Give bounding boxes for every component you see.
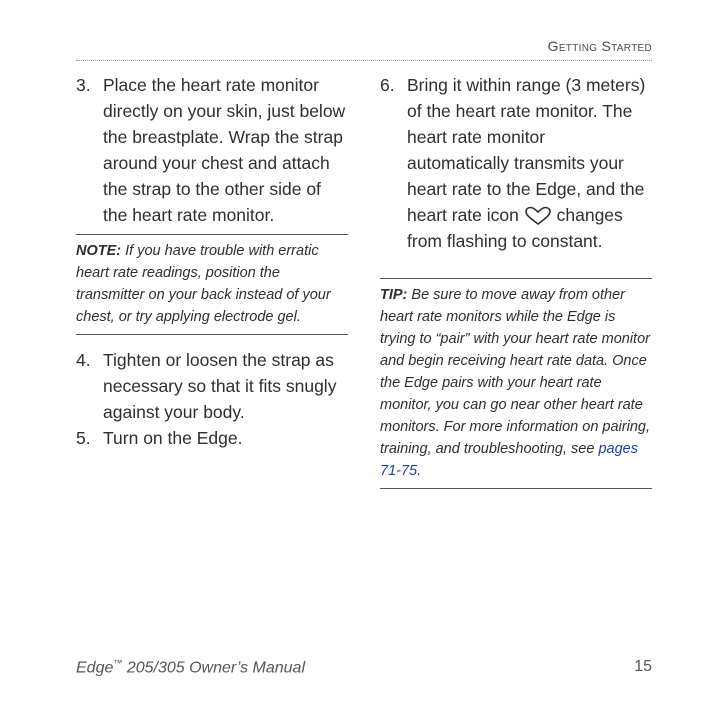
step-text-before: Bring it within range (3 meters) of the heart rate monitor. The heart rate monitor automatically transmits your heart rate to the Edge, and the heart rate icon [407, 75, 646, 225]
tip-end: . [417, 463, 422, 479]
step-3 [76, 72, 348, 228]
step-number: 3. [76, 75, 91, 95]
step-number: 5. [76, 428, 91, 448]
tip-label: TIP: [380, 287, 408, 303]
trademark-symbol: ™ [113, 658, 123, 668]
right-column [380, 72, 652, 489]
step-text: Turn on the Edge. [103, 428, 243, 448]
step-number: 4. [76, 350, 91, 370]
step-4 [76, 347, 348, 425]
note-box [76, 234, 348, 335]
step-text [407, 72, 652, 254]
footer-title-rest: 205/305 Owner’s Manual [122, 659, 306, 677]
pages-link[interactable]: pages 71-75 [380, 441, 638, 479]
tip-box [380, 278, 652, 489]
left-column [76, 72, 348, 451]
step-6 [380, 72, 652, 254]
tip-text: Be sure to move away from other heart rate monitors while the Edge is trying to “pair” with your heart rate monitor and begin receiving heart rate data. Once the Edge pairs with your heart rate monitor, you can go near other heart rate monitors. For more information on pairing, training, and troubleshooting, see [380, 287, 650, 457]
footer-title-main: Edge [76, 659, 114, 677]
step-text: Place the heart rate monitor directly on your skin, just below the breastplate. Wrap the strap around your chest and attach the strap to the other side of the heart rate monitor. [103, 75, 346, 225]
footer-title [76, 658, 305, 677]
header-divider [76, 60, 652, 61]
note-label: NOTE: [76, 243, 122, 259]
note-text: If you have trouble with erratic heart rate readings, position the transmitter on your back instead of your chest, or try applying electrode gel. [76, 243, 331, 325]
step-number: 6. [380, 75, 395, 95]
heart-outline-icon [524, 206, 552, 226]
step-5 [76, 425, 348, 451]
page-number: 15 [634, 658, 652, 675]
section-header: Getting Started [547, 38, 652, 54]
step-text-after: changes from flashing to constant. [407, 205, 623, 251]
step-text: Tighten or loosen the strap as necessary so that it fits snugly against your body. [103, 350, 337, 422]
